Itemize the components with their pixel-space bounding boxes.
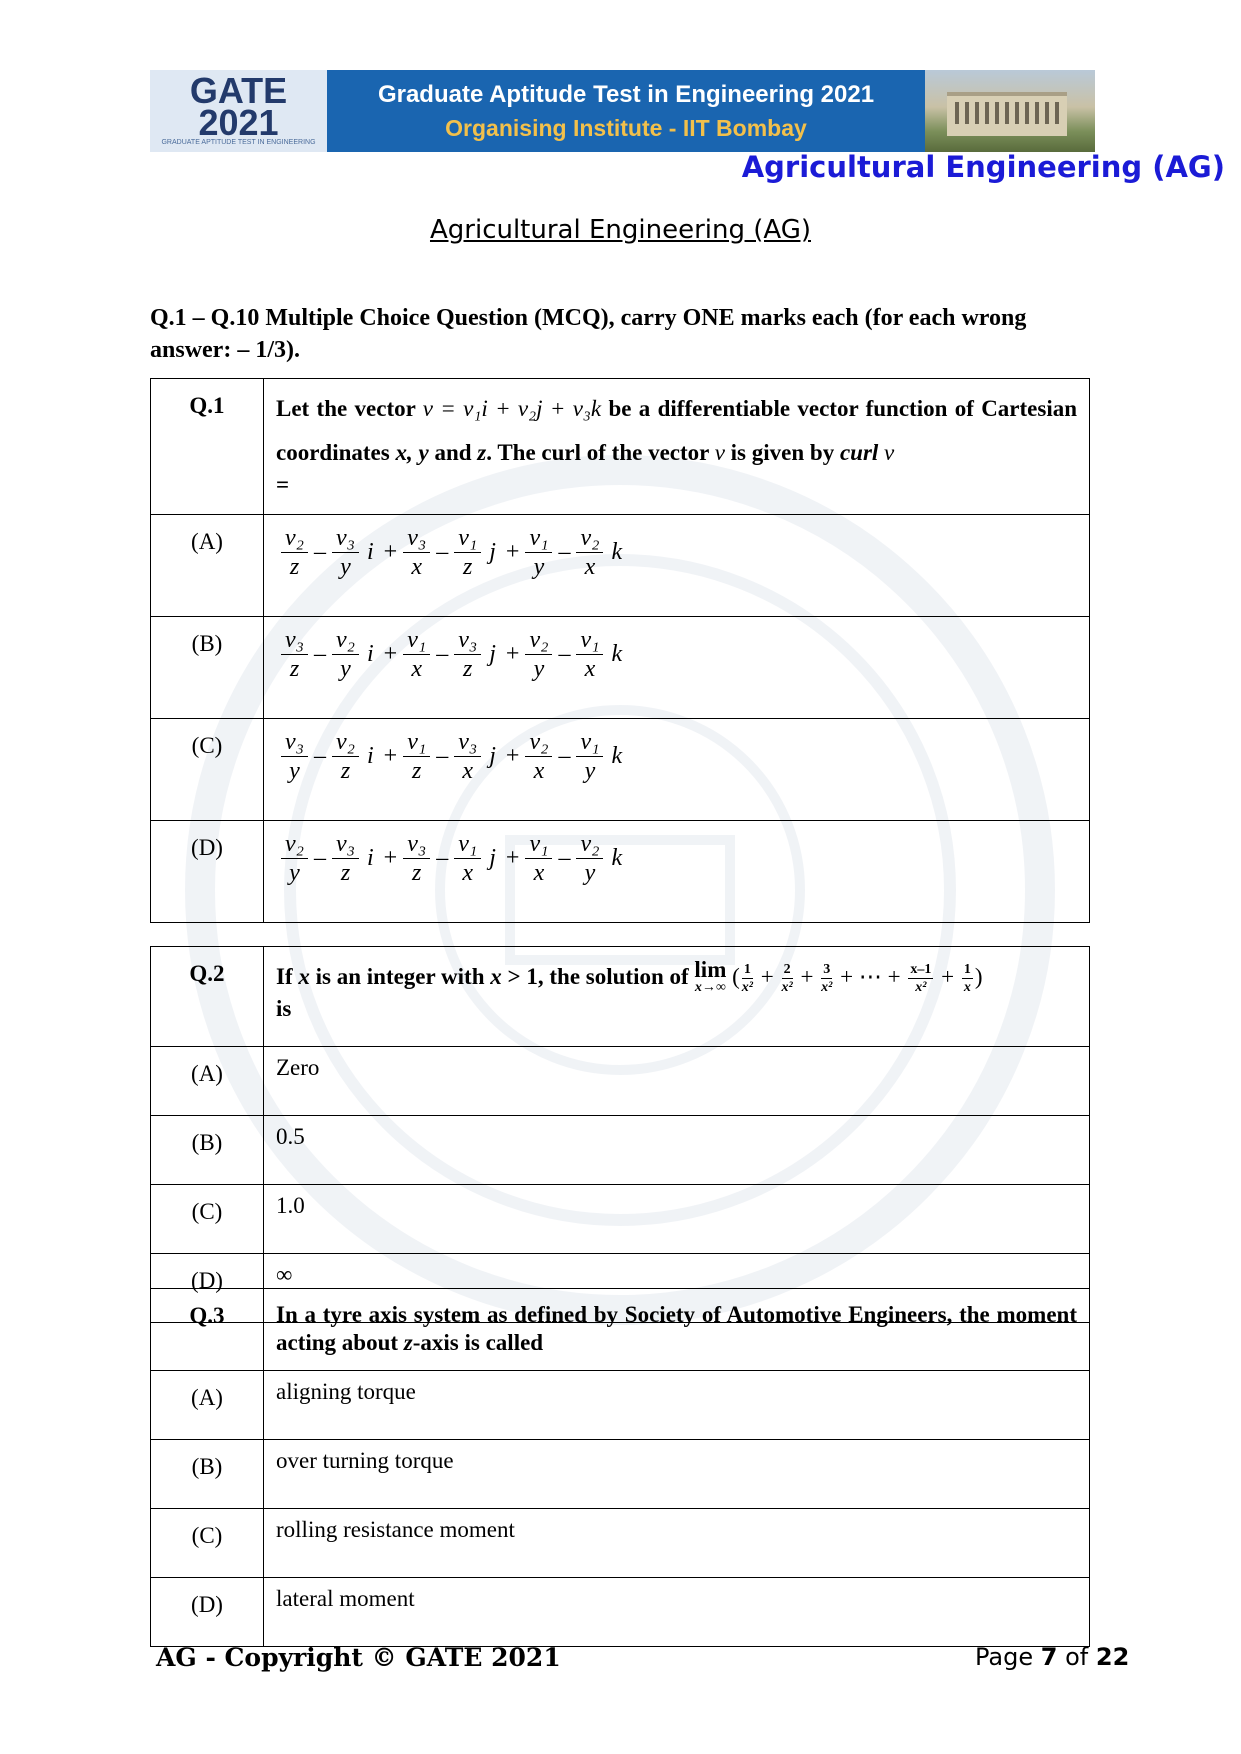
option-label: (A) (151, 515, 264, 617)
option-text: Zero (264, 1047, 1090, 1116)
footer-copyright: AG - Copyright © GATE 2021 (156, 1643, 561, 1672)
fraction: $\frac{\text{v₁}}{z}$ (454, 524, 481, 581)
banner-subtitle: Organising Institute - IIT Bombay (445, 115, 807, 141)
option-text: lateral moment (264, 1578, 1090, 1647)
fraction: $\frac{\text{v₂}}{y}$ (332, 626, 359, 683)
fraction: $\frac{\text{v₂}}{y}$ (525, 626, 552, 683)
question-text: In a tyre axis system as defined by Society of Automotive Engineers, the moment acting about z-axis is called (264, 1289, 1090, 1371)
fraction: $\frac{\text{v₁}}{y}$ (576, 728, 603, 785)
unit-vector: k (611, 844, 623, 871)
option-text: ∞ (264, 1254, 1090, 1323)
option-label: (D) (151, 1254, 264, 1323)
fraction: $\frac{\text{v₁}}{x}$ (576, 626, 603, 683)
fraction: $\frac{\text{v₃}}{y}$ (281, 728, 308, 785)
series-term: $\frac{3}{\text{x²}}$ (821, 962, 833, 996)
logo-line2: 2021 (198, 102, 279, 143)
option-expression: $\frac{\text{v₂}}{z}$ – $\frac{\text{v₃}}{y}$ i + $\frac{\text{v₃}}{x}$ – $\frac{\text{v₁}}{z}$ j + $\frac{\text{v₁}}{y}$ – $\frac{\text{v₂}}{x}$ k (264, 515, 1090, 617)
question-1-table (150, 378, 1090, 923)
campus-photo (925, 70, 1095, 152)
footer-page-number: Page 7 of 22 (975, 1643, 1130, 1671)
option-b-row (151, 1116, 1090, 1185)
option-label: (D) (151, 821, 264, 923)
fraction: $\frac{\text{v₂}}{z}$ (332, 728, 359, 785)
header-banner (150, 70, 1095, 152)
unit-vector: i (367, 844, 374, 871)
series-term: $\frac{x-1}{\text{x²}}$ (910, 962, 932, 996)
option-d-row (151, 821, 1090, 923)
banner-title: Graduate Aptitude Test in Engineering 2021 (377, 81, 875, 108)
fraction: $\frac{\text{v₃}}{z}$ (332, 830, 359, 887)
question-text: If x is an integer with x > 1, the solution of lim x→∞ ( $\frac{1}{\text{x²}}$ + $\frac{2}{\text{x²}}$ + $\frac{3}{\text{x²}}$ + ⋯ + $\frac{x-1}{\text{x²}}$ + $\frac{1}{x}$ ) is (264, 947, 1090, 1047)
option-text: 1.0 (264, 1185, 1090, 1254)
subject-tag: Agricultural Engineering (AG) (741, 150, 1225, 184)
option-text: over turning torque (264, 1440, 1090, 1509)
option-text: aligning torque (264, 1371, 1090, 1440)
fraction: $\frac{\text{v₃}}{y}$ (332, 524, 359, 581)
unit-vector: k (611, 640, 623, 667)
unit-vector: j (489, 640, 496, 667)
unit-vector: k (611, 538, 623, 565)
option-label: (B) (151, 617, 264, 719)
option-c-row (151, 1509, 1090, 1578)
fraction: $\frac{\text{v₂}}{y}$ (281, 830, 308, 887)
option-a-row (151, 515, 1090, 617)
option-label: (A) (151, 1047, 264, 1116)
question-2-table (150, 946, 1090, 1323)
option-label: (B) (151, 1440, 264, 1509)
option-expression: $\frac{\text{v₂}}{y}$ – $\frac{\text{v₃}}{z}$ i + $\frac{\text{v₃}}{z}$ – $\frac{\text{v₁}}{x}$ j + $\frac{\text{v₁}}{x}$ – $\frac{\text{v₂}}{y}$ k (264, 821, 1090, 923)
fraction: $\frac{\text{v₁}}{x}$ (454, 830, 481, 887)
option-label: (C) (151, 1185, 264, 1254)
unit-vector: i (367, 640, 374, 667)
fraction: $\frac{\text{v₁}}{z}$ (403, 728, 430, 785)
limit-operator: lim x→∞ (694, 956, 727, 995)
question-3-table (150, 1288, 1090, 1647)
option-expression: $\frac{\text{v₃}}{y}$ – $\frac{\text{v₂}}{z}$ i + $\frac{\text{v₁}}{z}$ – $\frac{\text{v₃}}{x}$ j + $\frac{\text{v₂}}{x}$ – $\frac{\text{v₁}}{y}$ k (264, 719, 1090, 821)
question-number: Q.3 (151, 1289, 264, 1371)
unit-vector: j (489, 538, 496, 565)
fraction: $\frac{\text{v₃}}{x}$ (454, 728, 481, 785)
series-term: $\frac{2}{\text{x²}}$ (781, 962, 793, 996)
option-c-row (151, 1185, 1090, 1254)
option-d-row (151, 1578, 1090, 1647)
series-term: $\frac{1}{\text{x²}}$ (741, 962, 753, 996)
fraction: $\frac{\text{v₁}}{y}$ (525, 524, 552, 581)
option-text: rolling resistance moment (264, 1509, 1090, 1578)
unit-vector: i (367, 538, 374, 565)
question-number: Q.2 (151, 947, 264, 1047)
unit-vector: i (367, 742, 374, 769)
question-number: Q.1 (151, 379, 264, 515)
fraction: $\frac{\text{v₃}}{x}$ (403, 524, 430, 581)
logo-tagline: GRADUATE APTITUDE TEST IN ENGINEERING (161, 139, 316, 146)
unit-vector: k (611, 742, 623, 769)
option-b-row (151, 1440, 1090, 1509)
logo-line1: GATE (189, 70, 288, 111)
section-instruction: Q.1 – Q.10 Multiple Choice Question (MCQ), carry ONE marks each (for each wrong answer: – 1/3). (150, 305, 1027, 363)
option-label: (B) (151, 1116, 264, 1185)
fraction: $\frac{\text{v₂}}{z}$ (281, 524, 308, 581)
option-label: (A) (151, 1371, 264, 1440)
option-label: (C) (151, 1509, 264, 1578)
unit-vector: j (489, 742, 496, 769)
option-a-row (151, 1371, 1090, 1440)
fraction: $\frac{\text{v₂}}{y}$ (576, 830, 603, 887)
option-label: (D) (151, 1578, 264, 1647)
series-term: $\frac{1}{x}$ (963, 962, 971, 996)
unit-vector: j (489, 844, 496, 871)
option-text: 0.5 (264, 1116, 1090, 1185)
option-c-row (151, 719, 1090, 821)
option-expression: $\frac{\text{v₃}}{z}$ – $\frac{\text{v₂}}{y}$ i + $\frac{\text{v₁}}{x}$ – $\frac{\text{v₃}}{z}$ j + $\frac{\text{v₂}}{y}$ – $\frac{\text{v₁}}{x}$ k (264, 617, 1090, 719)
option-b-row (151, 617, 1090, 719)
option-label: (C) (151, 719, 264, 821)
gate-logo (150, 70, 327, 152)
page-title: Agricultural Engineering (AG) (429, 215, 811, 245)
fraction: $\frac{\text{v₂}}{x}$ (525, 728, 552, 785)
question-text: Let the vector v = v₁i + v₂j + v₃k be a differentiable vector function of Cartesian coordinates x, y and z. The curl of the vector v is given by curl v = (264, 379, 1090, 515)
option-a-row (151, 1047, 1090, 1116)
fraction: $\frac{\text{v₁}}{x}$ (525, 830, 552, 887)
fraction: $\frac{\text{v₃}}{z}$ (281, 626, 308, 683)
fraction: $\frac{\text{v₃}}{z}$ (454, 626, 481, 683)
fraction: $\frac{\text{v₁}}{x}$ (403, 626, 430, 683)
fraction: $\frac{\text{v₃}}{z}$ (403, 830, 430, 887)
fraction: $\frac{\text{v₂}}{x}$ (576, 524, 603, 581)
